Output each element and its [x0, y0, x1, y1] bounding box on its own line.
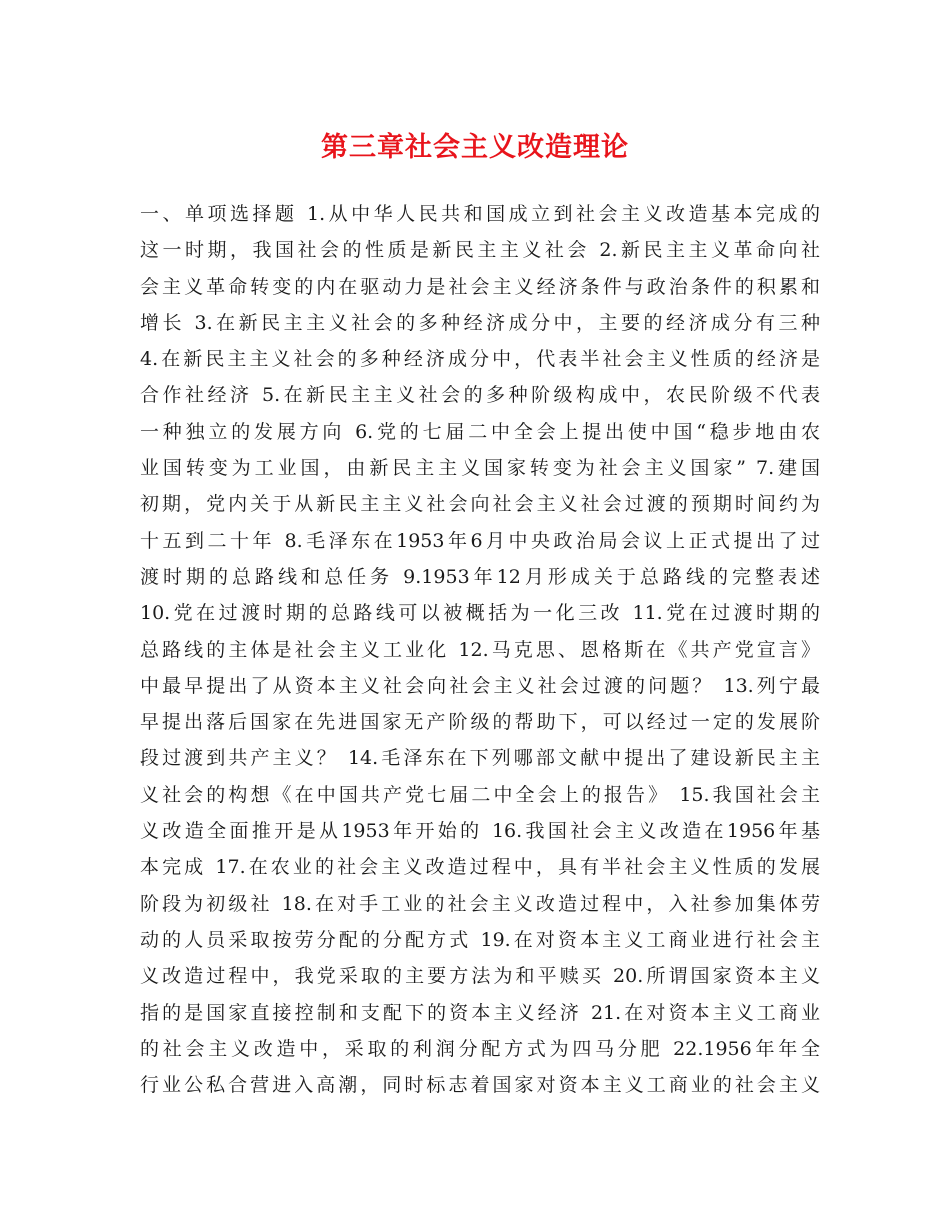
- page-title: 第三章社会主义改造理论: [321, 132, 629, 163]
- text-line: 中最早提出了从资本主义社会向社会主义社会过渡的问题？ 13.列宁最: [140, 674, 820, 697]
- text-line: 初期，党内关于从新民主主义社会向社会主义社会过渡的预期时间约为: [140, 493, 820, 516]
- text-line: 义改造过程中，我党采取的主要方法为和平赎买 20.所谓国家资本主义: [140, 965, 820, 988]
- text-line: 合作社经济 5.在新民主主义社会的多种阶级构成中，农民阶级不代表: [140, 384, 820, 407]
- text-line: 这一时期，我国社会的性质是新民主主义社会 2.新民主主义革命向社: [140, 239, 820, 262]
- text-line: 段过渡到共产主义？ 14.毛泽东在下列哪部文献中提出了建设新民主主: [140, 747, 820, 770]
- text-line: 阶段为初级社 18.在对手工业的社会主义改造过程中，入社参加集体劳: [140, 892, 820, 915]
- text-line: 行业公私合营进入高潮，同时标志着国家对资本主义工商业的社会主义: [140, 1074, 820, 1097]
- text-line: 业国转变为工业国，由新民主主义国家转变为社会主义国家” 7.建国: [140, 457, 820, 480]
- text-line: 早提出落后国家在先进国家无产阶级的帮助下，可以经过一定的发展阶: [140, 711, 820, 734]
- text-line: 义社会的构想《在中国共产党七届二中全会上的报告》 15.我国社会主: [140, 783, 820, 806]
- text-line: 指的是国家直接控制和支配下的资本主义经济 21.在对资本主义工商业: [140, 1001, 820, 1024]
- text-line: 动的人员采取按劳分配的分配方式 19.在对资本主义工商业进行社会主: [140, 928, 820, 951]
- body-text: [140, 196, 820, 1103]
- text-line: 10.党在过渡时期的总路线可以被概括为一化三改 11.党在过渡时期的: [140, 602, 820, 625]
- text-line: 渡时期的总路线和总任务 9.1953年12月形成关于总路线的完整表述: [140, 565, 820, 588]
- text-line: 一种独立的发展方向 6.党的七届二中全会上提出使中国“稳步地由农: [140, 420, 820, 443]
- text-line: 十五到二十年 8.毛泽东在1953年6月中央政治局会议上正式提出了过: [140, 529, 820, 552]
- text-line: 增长 3.在新民主主义社会的多种经济成分中，主要的经济成分有三种: [140, 311, 820, 334]
- text-line: 义改造全面推开是从1953年开始的 16.我国社会主义改造在1956年基: [140, 820, 820, 843]
- text-line: 总路线的主体是社会主义工业化 12.马克思、恩格斯在《共产党宣言》: [140, 638, 820, 661]
- text-line: 一、单项选择题 1.从中华人民共和国成立到社会主义改造基本完成的: [140, 203, 820, 225]
- text-line: 4.在新民主主义社会的多种经济成分中，代表半社会主义性质的经济是: [140, 348, 820, 371]
- text-line: 本完成 17.在农业的社会主义改造过程中，具有半社会主义性质的发展: [140, 856, 820, 879]
- text-line: 的社会主义改造中，采取的利润分配方式为四马分肥 22.1956年年全: [140, 1037, 820, 1060]
- text-line: 会主义革命转变的内在驱动力是社会主义经济条件与政治条件的积累和: [140, 275, 820, 298]
